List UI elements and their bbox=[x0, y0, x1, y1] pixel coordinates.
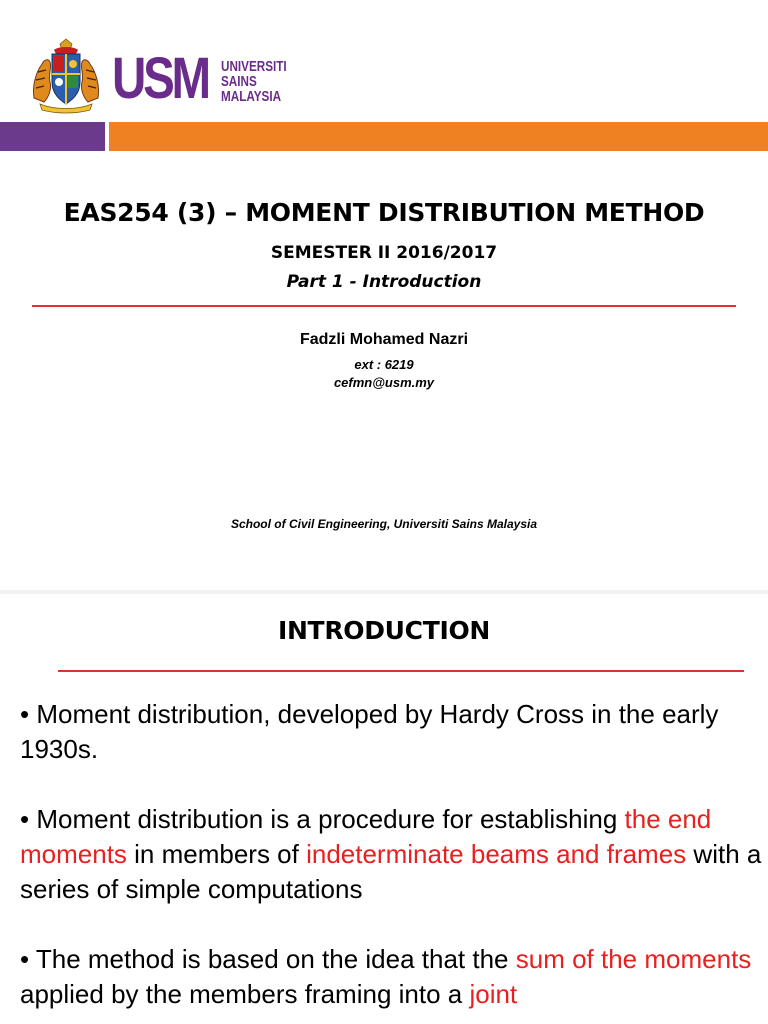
bullet-text: • Moment distribution is a procedure for establishing bbox=[20, 804, 625, 834]
bullet-item bbox=[20, 942, 764, 1012]
bullet-item bbox=[20, 697, 764, 767]
university-name-line-3: MALAYSIA bbox=[220, 88, 281, 105]
slide-separator bbox=[0, 590, 768, 594]
university-name-line-2: SAINS bbox=[220, 73, 257, 90]
bullet-text: • Moment distribution, developed by Hardy Cross in the early 1930s. bbox=[20, 699, 719, 764]
crest-icon bbox=[30, 38, 102, 114]
highlight-text: the end moments bbox=[20, 804, 712, 869]
highlight-text: joint bbox=[469, 979, 518, 1009]
bullet-text: with a series of simple computations bbox=[20, 839, 762, 904]
bullet-text: • The method is based on the idea that the bbox=[20, 944, 516, 974]
bullet-text: in members of bbox=[126, 839, 307, 869]
bullet-text: applied by the members framing into a bbox=[20, 979, 470, 1009]
header-band-purple bbox=[0, 122, 105, 151]
bullet-list bbox=[20, 697, 764, 1024]
usm-letters: USM bbox=[112, 46, 208, 111]
author-name: Fadzli Mohamed Nazri bbox=[299, 331, 469, 348]
highlight-text: sum of the moments bbox=[515, 944, 752, 974]
university-name-line-1: UNIVERSITI bbox=[220, 58, 287, 75]
title-divider bbox=[32, 305, 736, 307]
university-logo bbox=[30, 36, 305, 116]
intro-divider bbox=[58, 670, 744, 672]
highlight-text: indeterminate beams and frames bbox=[306, 839, 687, 869]
course-title: EAS254 (3) – MOMENT DISTRIBUTION METHOD bbox=[63, 198, 705, 227]
usm-wordmark bbox=[112, 44, 305, 111]
bullet-item bbox=[20, 802, 764, 907]
school-name: School of Civil Engineering, Universiti Sains Malaysia bbox=[230, 517, 538, 531]
header-band-orange bbox=[109, 122, 768, 151]
author-extension: ext : 6219 bbox=[354, 357, 414, 372]
part-label: Part 1 - Introduction bbox=[286, 272, 482, 292]
semester-label: SEMESTER II 2016/2017 bbox=[270, 243, 498, 263]
intro-title: INTRODUCTION bbox=[277, 616, 491, 645]
author-email: cefmn@usm.my bbox=[333, 375, 435, 390]
university-name bbox=[221, 59, 287, 108]
